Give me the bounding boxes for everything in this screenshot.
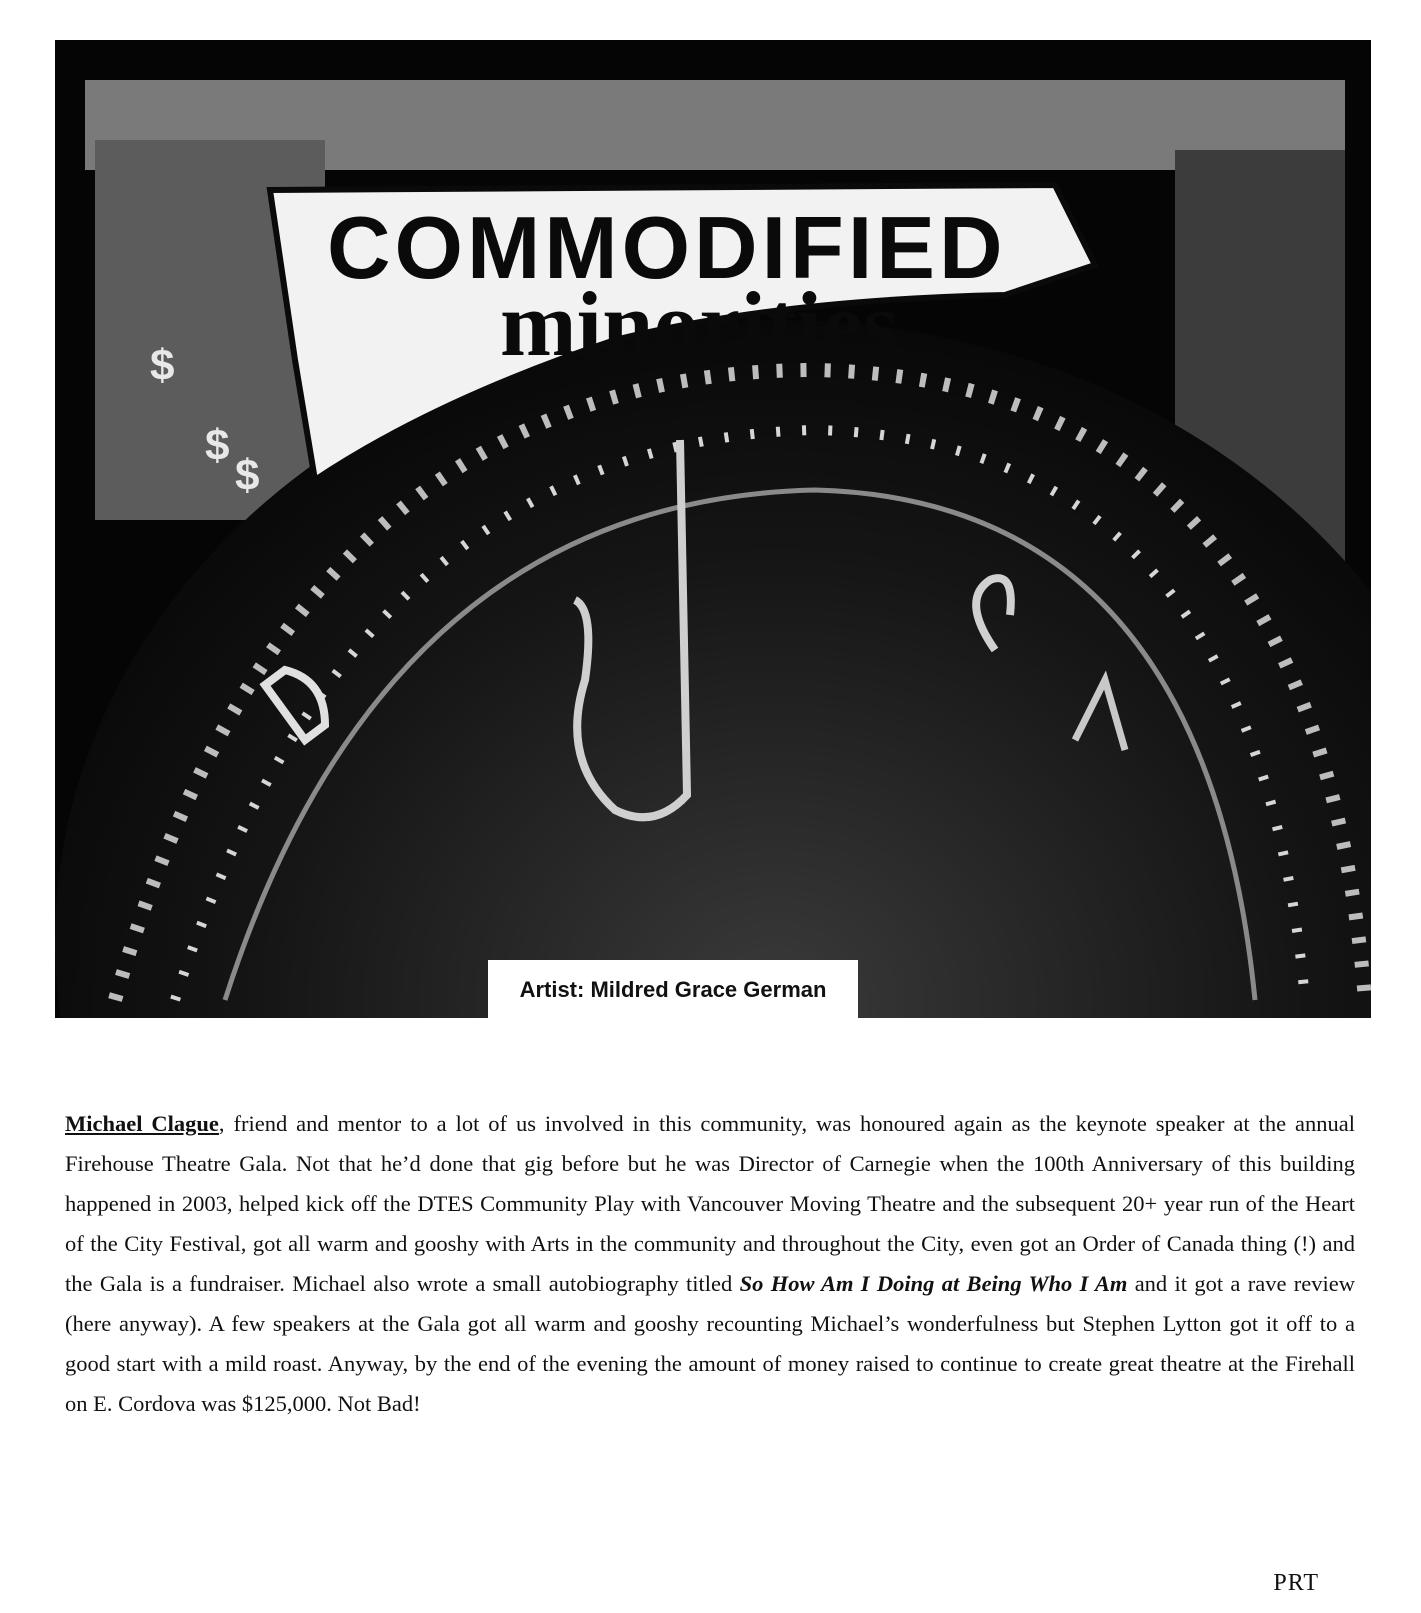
dollar-symbol: $ bbox=[205, 421, 230, 470]
dollar-symbol: $ bbox=[235, 451, 260, 500]
article-paragraph bbox=[65, 1104, 1355, 1424]
book-title: So How Am I Doing at Being Who I Am bbox=[739, 1271, 1128, 1296]
banner-word-commodified: COMMODIFIED bbox=[327, 198, 1007, 297]
article-text-1: , friend and mentor to a lot of us involved in this community, was honoured again as the keynote speaker at the annual Firehouse Theatre Gala. Not that he’d done that gig before but he was Director of Carnegie when the 100th Anniversary of this building happened in 2003, helped kick off the DTES Community Play with Vancouver Moving Theatre and the subsequent 20+ year run of the Heart of the City Festival, got all warm and gooshy with Arts in the community and throughout the City, even got an Order of Canada thing (!) and the Gala is a fundraiser. Michael also wrote a small autobiography titled bbox=[65, 1111, 1355, 1296]
person-name: Michael Clague bbox=[65, 1111, 219, 1136]
article-text-2: and it got a rave review (here anyway). A few speakers at the Gala got all warm and gooshy recounting Michael’s wonderfulness but Stephen Lytton got it off to a good start with a mild roast. Anyway, by the end of the evening the amount of money raised to continue to create great theatre at the Firehall on E. Cordova was $125,000. Not Bad! bbox=[65, 1271, 1355, 1416]
artwork-image bbox=[55, 40, 1371, 1018]
dollar-symbol: $ bbox=[150, 341, 175, 390]
banner-word-minorities: minorities bbox=[500, 273, 899, 375]
artwork-svg bbox=[55, 40, 1371, 1018]
footer-initials: PRT bbox=[1273, 1570, 1319, 1596]
artist-caption: Artist: Mildred Grace German bbox=[488, 960, 858, 1020]
